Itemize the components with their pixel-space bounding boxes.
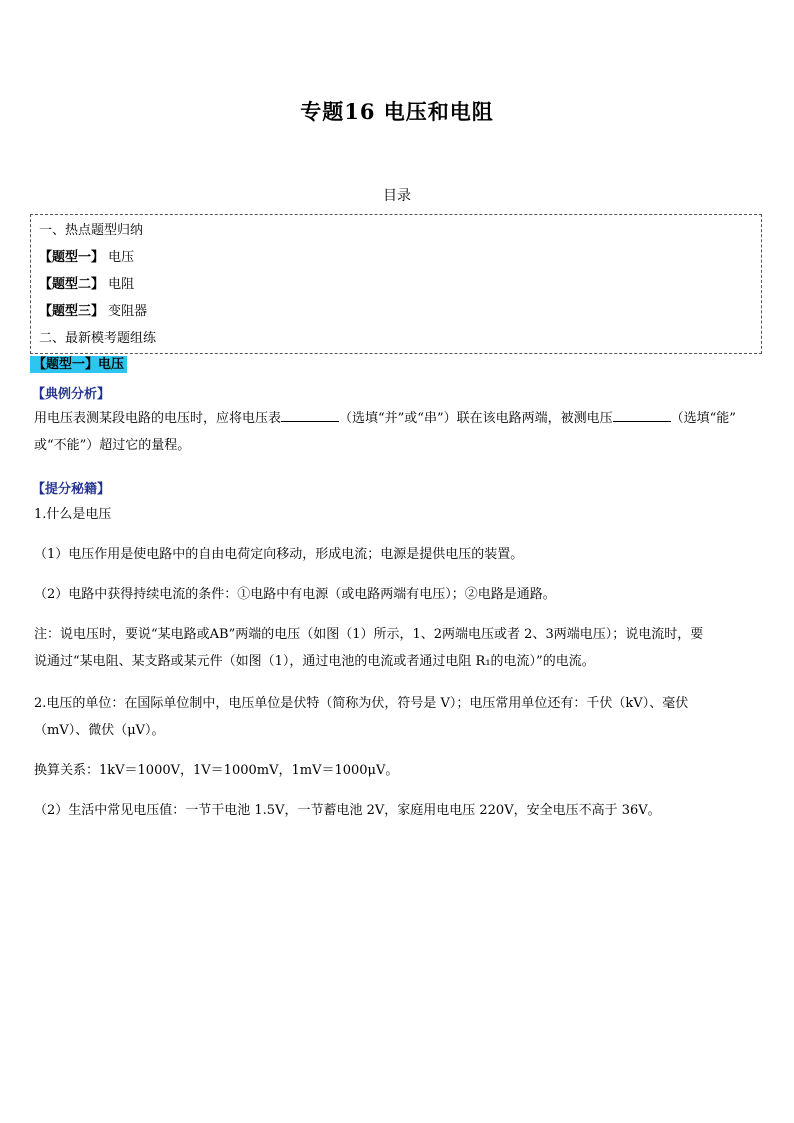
answer-blank-1[interactable] bbox=[281, 407, 339, 422]
example-text-2: （选填“并”或“串”）联在该电路两端，被测电压 bbox=[339, 411, 613, 426]
toc-heading: 目录 bbox=[383, 188, 411, 204]
example-question bbox=[34, 406, 764, 432]
example-text-1: 用电压表测某段电路的电压时，应将电压表 bbox=[34, 411, 282, 426]
toc-item-text: 电压 bbox=[104, 250, 135, 265]
section-label-type-1: 【题型一】电压 bbox=[30, 356, 127, 373]
example-text-3: （选填“能” bbox=[670, 411, 736, 426]
paragraph-note-line-2: 说通过“某电阻、某支路或某元件（如图（1），通过电池的电流或者通过电阻 R₁的电流）”的电流。 bbox=[34, 654, 595, 669]
toc-item-bracket: 【题型三】 bbox=[39, 304, 105, 319]
paragraph-conversion: 换算关系：1kV＝1000V，1V＝1000mV，1mV＝1000μV。 bbox=[34, 763, 399, 778]
example-question-line-2: 或“不能”）超过它的量程。 bbox=[34, 438, 191, 453]
toc-item-text: 变阻器 bbox=[104, 304, 148, 319]
toc-item-type-2[interactable] bbox=[39, 273, 134, 292]
toc-item-text: 二、最新模考题组练 bbox=[39, 331, 157, 346]
answer-blank-2[interactable] bbox=[613, 407, 671, 422]
toc-item-bracket: 【题型二】 bbox=[39, 277, 105, 292]
paragraph-units-line-2: （mV）、微伏（μV）。 bbox=[34, 723, 165, 738]
paragraph-note-line-1: 注：说电压时，要说“某电路或AB”两端的电压（如图（1）所示，1、2两端电压或者 2、3两端电压）；说电流时，要 bbox=[34, 627, 704, 642]
paragraph-what-is-voltage: 1.什么是电压 bbox=[34, 507, 112, 522]
toc-item-bracket: 【题型一】 bbox=[39, 250, 105, 265]
toc-item-type-3[interactable] bbox=[39, 300, 147, 319]
toc-item-exam-practice[interactable] bbox=[39, 327, 156, 346]
paragraph-voltage-role: （1）电压作用是使电路中的自由电荷定向移动，形成电流；电源是提供电压的装置。 bbox=[34, 547, 524, 562]
toc-box bbox=[30, 214, 762, 354]
paragraph-units-line-1: 2.电压的单位：在国际单位制中，电压单位是伏特（简称为伏，符号是 V）；电压常用单位还有：千伏（kV）、毫伏 bbox=[34, 696, 689, 711]
example-analysis-label: 【典例分析】 bbox=[32, 387, 111, 402]
toc-item-text: 一、热点题型归纳 bbox=[39, 223, 144, 238]
toc-item-hot-types[interactable] bbox=[39, 219, 143, 238]
paragraph-common-voltages: （2）生活中常见电压值：一节干电池 1.5V，一节蓄电池 2V，家庭用电电压 220V，安全电压不高于 36V。 bbox=[34, 803, 661, 818]
paragraph-current-conditions: （2）电路中获得持续电流的条件：①电路中有电源（或电路两端有电压）；②电路是通路。 bbox=[34, 587, 556, 602]
page-title: 专题16 电压和电阻 bbox=[300, 99, 494, 124]
toc-item-text: 电阻 bbox=[104, 277, 135, 292]
tips-label: 【提分秘籍】 bbox=[32, 482, 111, 497]
toc-item-type-1[interactable] bbox=[39, 246, 134, 265]
